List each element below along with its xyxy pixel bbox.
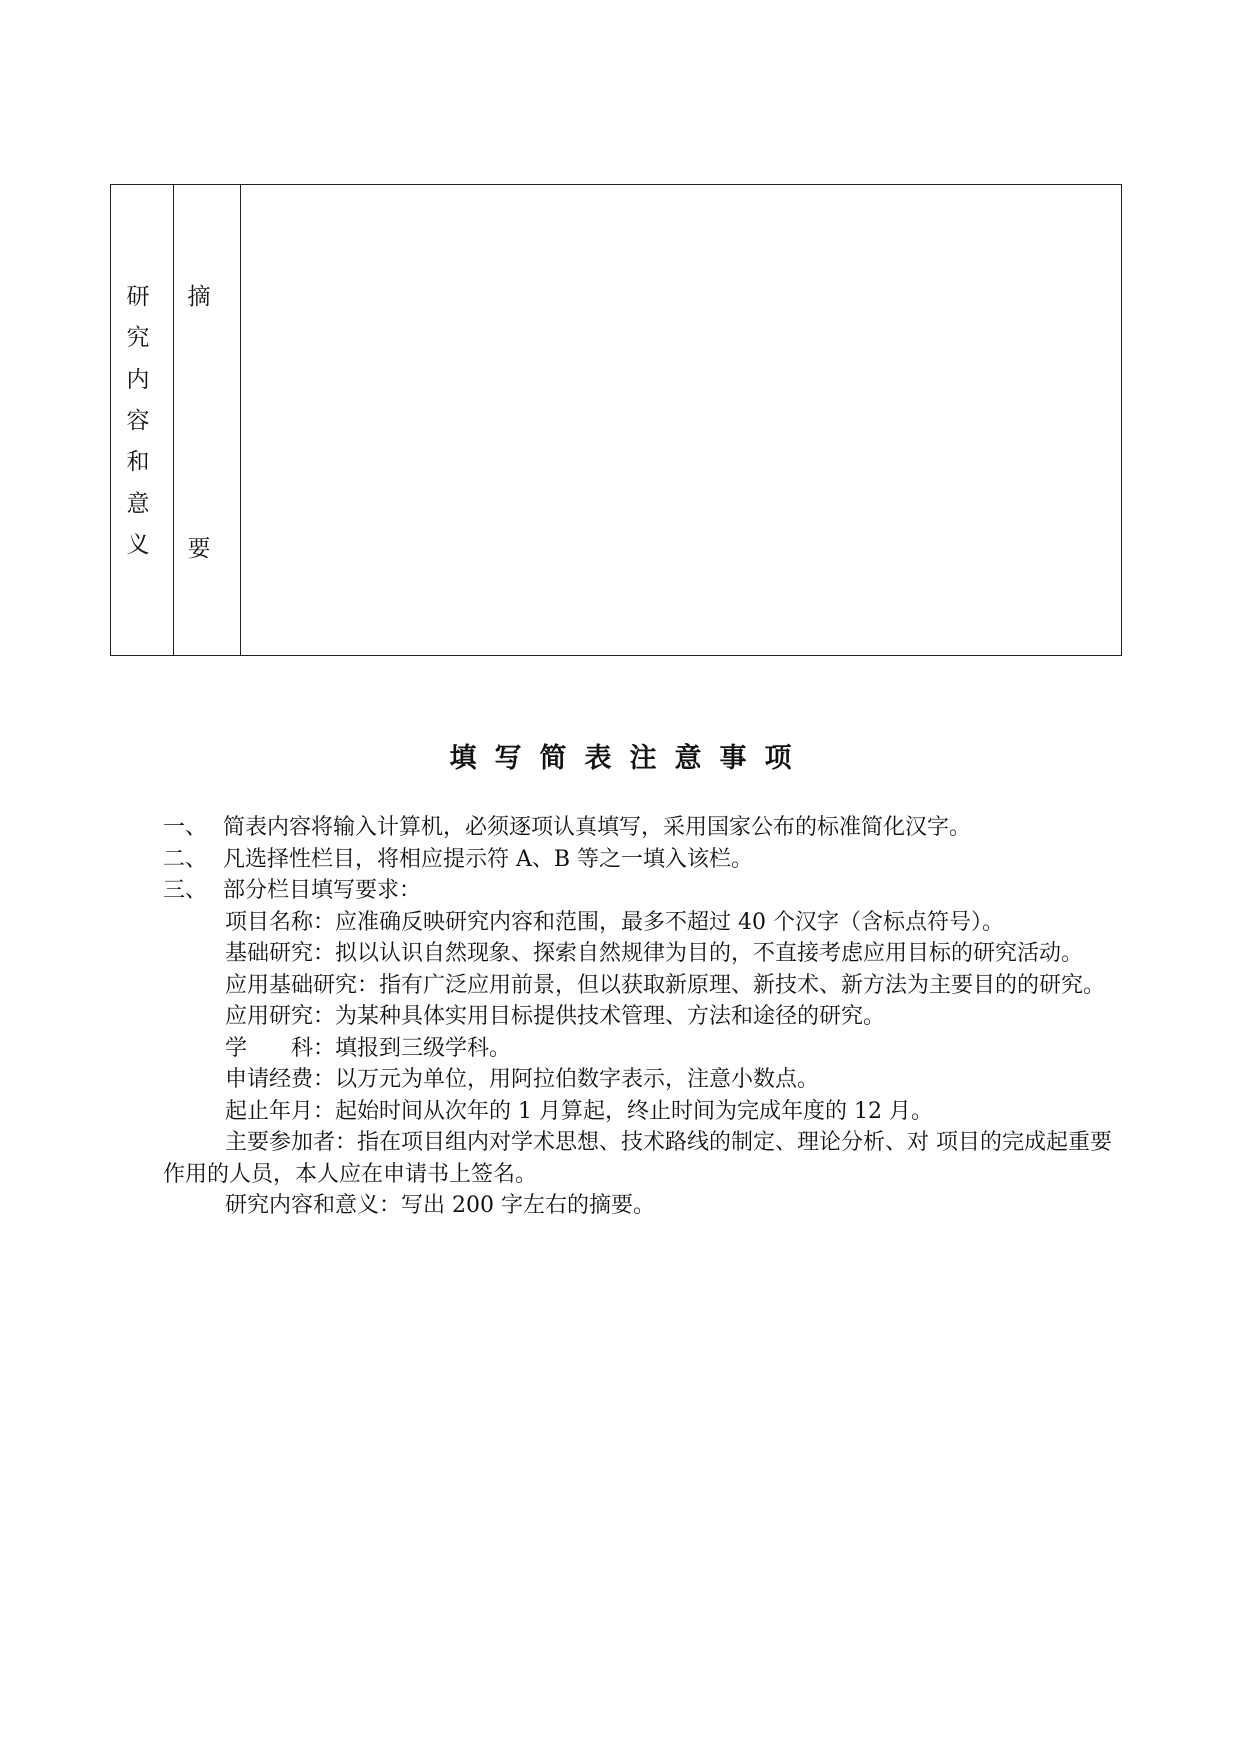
note-sub-item: 学 科：填报到三级学科。 — [225, 1035, 512, 1061]
note-sub-item: 项目名称：应准确反映研究内容和范围，最多不超过 40 个汉字（含标点符号）。 — [225, 909, 1004, 935]
section-label-char: 和 — [126, 449, 150, 475]
section-label-char: 研 — [126, 284, 150, 310]
note-sub-item: 主要参加者：指在项目组内对学术思想、技术路线的制定、理论分析、对 项目的完成起重要作用的人员，本人应在申请书上签名。 — [163, 1130, 1112, 1187]
section-label-char: 内 — [126, 367, 150, 393]
section-label-char: 义 — [126, 532, 150, 558]
note-sub-item: 应用研究：为某种具体实用目标提供技术管理、方法和途径的研究。 — [225, 1004, 886, 1029]
research-content-table — [110, 184, 1122, 656]
abstract-label-top: 摘 — [187, 284, 211, 310]
note-sub-item: 应用基础研究：指有广泛应用前景，但以获取新原理、新技术、新方法为主要目的的研究。 — [225, 972, 1106, 998]
note-number: 三、 — [163, 878, 208, 903]
note-sub-item: 起止年月：起始时间从次年的 1 月算起，终止时间为完成年度的 12 月。 — [225, 1098, 933, 1124]
notes-title: 填写简表注意事项 — [449, 743, 810, 774]
abstract-label-cell — [174, 185, 241, 655]
note-text: 凡选择性栏目，将相应提示符 A、B 等之一填入该栏。 — [223, 846, 754, 872]
section-label-cell — [111, 185, 174, 655]
note-item — [163, 812, 1128, 844]
section-label-char: 容 — [126, 408, 150, 434]
note-item — [163, 844, 1128, 876]
note-sub-item: 申请经费：以万元为单位，用阿拉伯数字表示，注意小数点。 — [225, 1067, 820, 1092]
note-number: 二、 — [163, 846, 208, 872]
abstract-label-bottom: 要 — [187, 536, 211, 562]
notes-body — [163, 812, 1128, 1222]
note-number: 一、 — [163, 815, 208, 840]
note-item — [163, 875, 1128, 907]
section-label-char: 究 — [126, 325, 150, 351]
note-sub-item: 基础研究：拟以认识自然现象、探索自然规律为目的，不直接考虑应用目标的研究活动。 — [225, 941, 1084, 966]
section-label-char: 意 — [126, 491, 150, 517]
note-text: 部分栏目填写要求： — [223, 878, 422, 903]
note-sub-item: 研究内容和意义：写出 200 字左右的摘要。 — [225, 1193, 655, 1218]
abstract-content-cell[interactable] — [241, 185, 1121, 655]
note-text: 简表内容将输入计算机，必须逐项认真填写，采用国家公布的标准简化汉字。 — [223, 815, 972, 840]
